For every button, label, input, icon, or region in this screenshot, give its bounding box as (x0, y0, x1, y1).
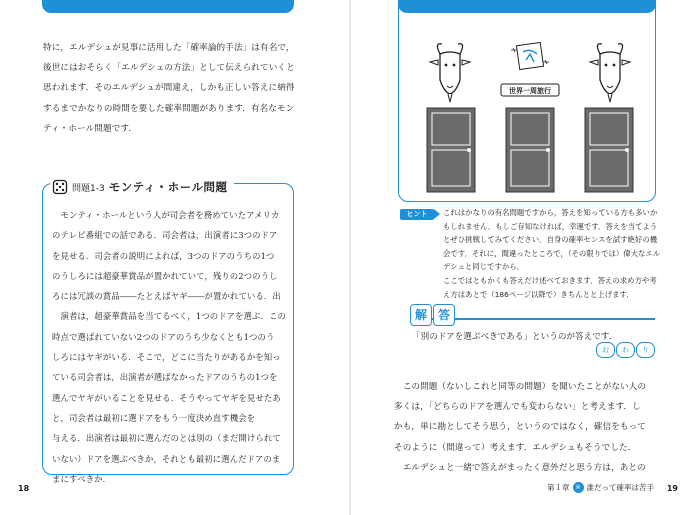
text-line: 後世にはおそらく「エルデシュの方法」として伝えられていくと (43, 63, 295, 74)
text-line: 特に，エルデシュが見事に活用した「確率論的手法」は有名で， (43, 43, 295, 53)
goat-icon (430, 44, 470, 102)
text-line: ティ・ホール問題です． (43, 123, 138, 134)
text-line: これはかなりの有名問題ですから，答えを知っている方も多いか (443, 208, 658, 217)
end-marker-char: お (596, 342, 615, 358)
text-line: ここではともかくも答えだけ述べておきます．答えの求め方や考 (443, 275, 657, 285)
problem-text (52, 205, 286, 489)
right-page (350, 0, 700, 515)
header-tab (42, 0, 294, 13)
text-line: この問題（ないしこれと同等の問題）を聞いたことがない人の (394, 382, 647, 392)
text-line: 会です．それに，間違ったところで，（その限りでは）偉大なエル (443, 248, 661, 258)
body-paragraph (394, 377, 646, 478)
text-line: エルデシュと一緒で答えがまったく意外だと思う方は，あとの (394, 462, 646, 473)
prize-label: 世界一周旅行 (509, 87, 551, 95)
text-line: モンティ・ホールという人が司会者を務めていたアメリカ (52, 210, 280, 220)
end-marker (596, 342, 656, 358)
text-line: ている司会者は，出演者が選ばなかったドアのうちの1つを (52, 372, 278, 383)
text-line: 演者は，超豪華賞品を当てるべく，1つのドアを選ぶ．この (52, 311, 286, 322)
page-number-left: 18 (18, 484, 30, 493)
end-marker-char: わ (616, 342, 635, 358)
end-marker-char: り (636, 342, 655, 358)
door-3 (585, 108, 633, 192)
text-line: そのように（間違って）考えます．エルデシュもそうでした． (394, 442, 637, 453)
text-line: いない）ドアを選ぶべきか，それとも最初に選んだドアのま (52, 453, 281, 464)
text-line: 与える．出演者は最初に選んだのとは別の（まだ開けられて (52, 433, 281, 444)
text-line: 思われます．そのエルデシュが間違え，しかも正しい答えに納得 (43, 83, 295, 94)
text-line: のうしろには超豪華賞品が置かれていて，残りの2つのうし (52, 270, 278, 281)
text-line: するまでかなりの時間を要した確率問題があります．有名なモン (43, 103, 295, 114)
text-line: を見せる．司会者の説明によれば，3つのドアのうちの1つ (52, 250, 275, 261)
answer-badge-char: 解 (410, 304, 432, 326)
monty-hall-illustration (405, 40, 655, 195)
page-number-right: 19 (666, 484, 678, 493)
text-line: 選んでヤギがいることを見せる．そうやってヤギを見せたあ (52, 392, 281, 403)
answer-text: 「別のドアを選ぶべきである」というのが答えです． (412, 332, 618, 342)
goat-icon (590, 44, 630, 102)
text-line: のテレビ番組での話である．司会者は，出演者に3つのドア (52, 230, 278, 241)
hint-label: ヒント (400, 209, 434, 220)
text-line: ろには冗談の賞品――たとえばヤギ――が置かれている．出 (52, 291, 281, 302)
text-line: かも，単に勘としてそう思う，というのではなく，確信をもって (394, 422, 646, 433)
text-line: まにすべきか． (52, 473, 112, 484)
problem-title: モンティ・ホール問題 (108, 180, 228, 194)
problem-number: 問題1-3 (72, 183, 105, 194)
problem-header (50, 175, 234, 199)
answer-badge-char: 答 (433, 304, 455, 326)
text-line: え方はあとで（186ページ以降で）きちんとと上げます． (443, 289, 634, 299)
text-line: 多くは，「どちらのドアを選んでも変わらない」と考えます．し (394, 402, 641, 413)
text-line: デシュと同じですから． (443, 262, 525, 272)
hint-text (443, 206, 660, 301)
hint-arrow-icon (434, 209, 440, 219)
chapter-icon: ※ (573, 482, 584, 493)
chapter-footer (547, 482, 654, 493)
door-2 (506, 108, 554, 192)
intro-paragraph (43, 38, 295, 139)
chapter-title: 誰だって確率は苦手 (586, 483, 654, 492)
dice-icon (52, 179, 68, 195)
text-line: 時点で選ばれていない2つのドアのうち少なくとも1つのう (52, 331, 275, 342)
text-line: もしれません．もしご存知なければ，幸運です．答えを当てよう (443, 221, 658, 231)
answer-badge (410, 304, 456, 328)
text-line: しろにはヤギがいる．そこで，どこに当たりがあるかを知っ (52, 352, 281, 363)
chapter-label: 第１章 (547, 483, 570, 492)
gift-icon (511, 42, 549, 69)
text-line: と，司会者は最初に選ドアをもう一度決め直す機会を (52, 412, 256, 423)
text-line: とぜひ挑戦してみてください．自身の確率センスを試す絶好の機 (443, 235, 658, 245)
door-1 (427, 108, 475, 192)
